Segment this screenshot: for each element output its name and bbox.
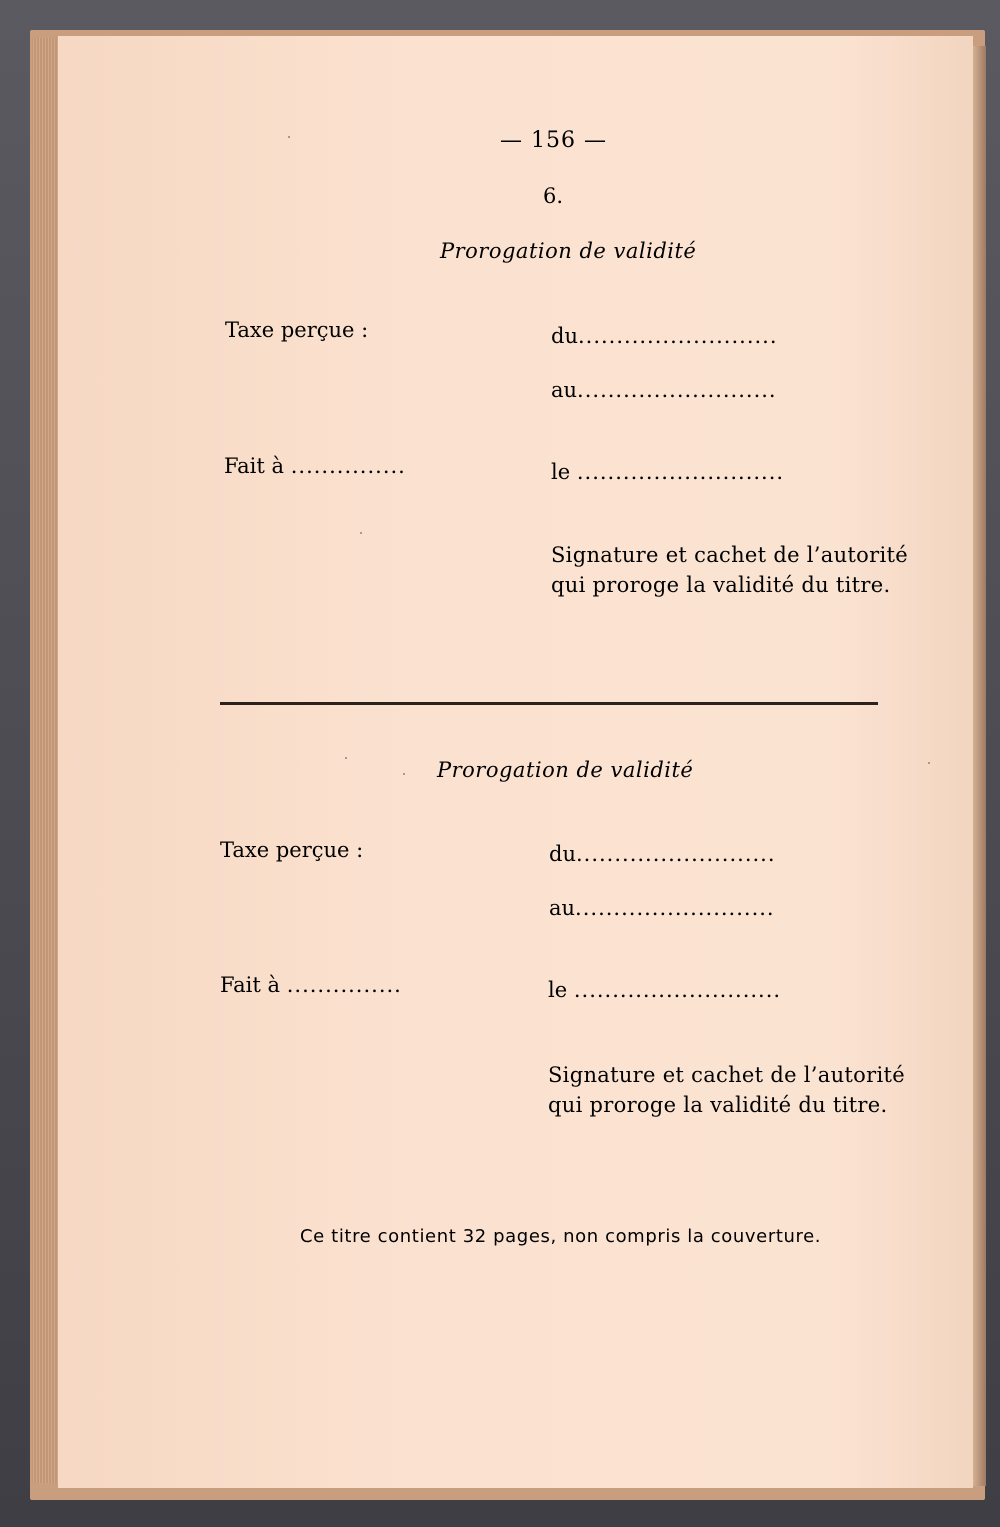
block-2-from-label: du <box>549 842 576 866</box>
paper-speck <box>345 757 347 759</box>
block-2-signature-line-1: Signature et cachet de l’autorité <box>548 1063 905 1087</box>
block-2-to-label: au <box>549 896 576 920</box>
block-2-signature-line-2: qui proroge la validité du titre. <box>548 1093 888 1117</box>
block-2-from-dots: .......................... <box>575 842 776 866</box>
paper-speck <box>288 136 290 138</box>
block-1-date-label: le <box>551 460 571 484</box>
block-1-from-dots: .......................... <box>577 324 778 348</box>
block-2-signature-caption <box>548 1060 905 1120</box>
block-1-from-field <box>551 324 778 348</box>
block-1-from-label: du <box>551 324 578 348</box>
page-number: — 156 — <box>500 128 607 153</box>
block-2-date-field <box>548 978 781 1002</box>
block-2-place-dots: ............... <box>286 973 402 997</box>
facing-page-edge <box>972 46 986 1486</box>
block-1-date-field <box>551 460 784 484</box>
block-2-date-label: le <box>548 978 568 1002</box>
block-2-to-field <box>549 896 775 920</box>
block-1-place-field <box>224 454 406 478</box>
block-1-heading: Prorogation de validité <box>440 239 697 263</box>
block-2-place-label: Fait à <box>220 973 281 997</box>
block-1-signature-line-2: qui proroge la validité du titre. <box>551 573 891 597</box>
paper-speck <box>403 773 405 775</box>
block-1-place-dots: ............... <box>290 454 406 478</box>
block-1-date-dots: ........................... <box>576 460 785 484</box>
block-1-place-label: Fait à <box>224 454 285 478</box>
section-divider <box>220 702 878 705</box>
block-1-tax-label: Taxe perçue : <box>225 318 369 342</box>
block-1-signature-line-1: Signature et cachet de l’autorité <box>551 543 908 567</box>
block-1-to-label: au <box>551 378 578 402</box>
block-2-date-dots: ........................... <box>573 978 782 1002</box>
footer-note: Ce titre contient 32 pages, non compris la couverture. <box>300 1226 822 1247</box>
block-2-to-dots: .......................... <box>575 896 775 920</box>
block-2-heading: Prorogation de validité <box>437 758 694 782</box>
block-1-to-dots: .......................... <box>577 378 777 402</box>
block-1-signature-caption <box>551 540 908 600</box>
paper-speck <box>928 762 930 764</box>
block-2-tax-label: Taxe perçue : <box>220 838 364 862</box>
page-edges <box>32 38 58 1483</box>
block-2-place-field <box>220 973 402 997</box>
block-2-from-field <box>549 842 776 866</box>
paper-speck <box>360 532 362 534</box>
section-number: 6. <box>543 184 564 208</box>
block-1-to-field <box>551 378 777 402</box>
